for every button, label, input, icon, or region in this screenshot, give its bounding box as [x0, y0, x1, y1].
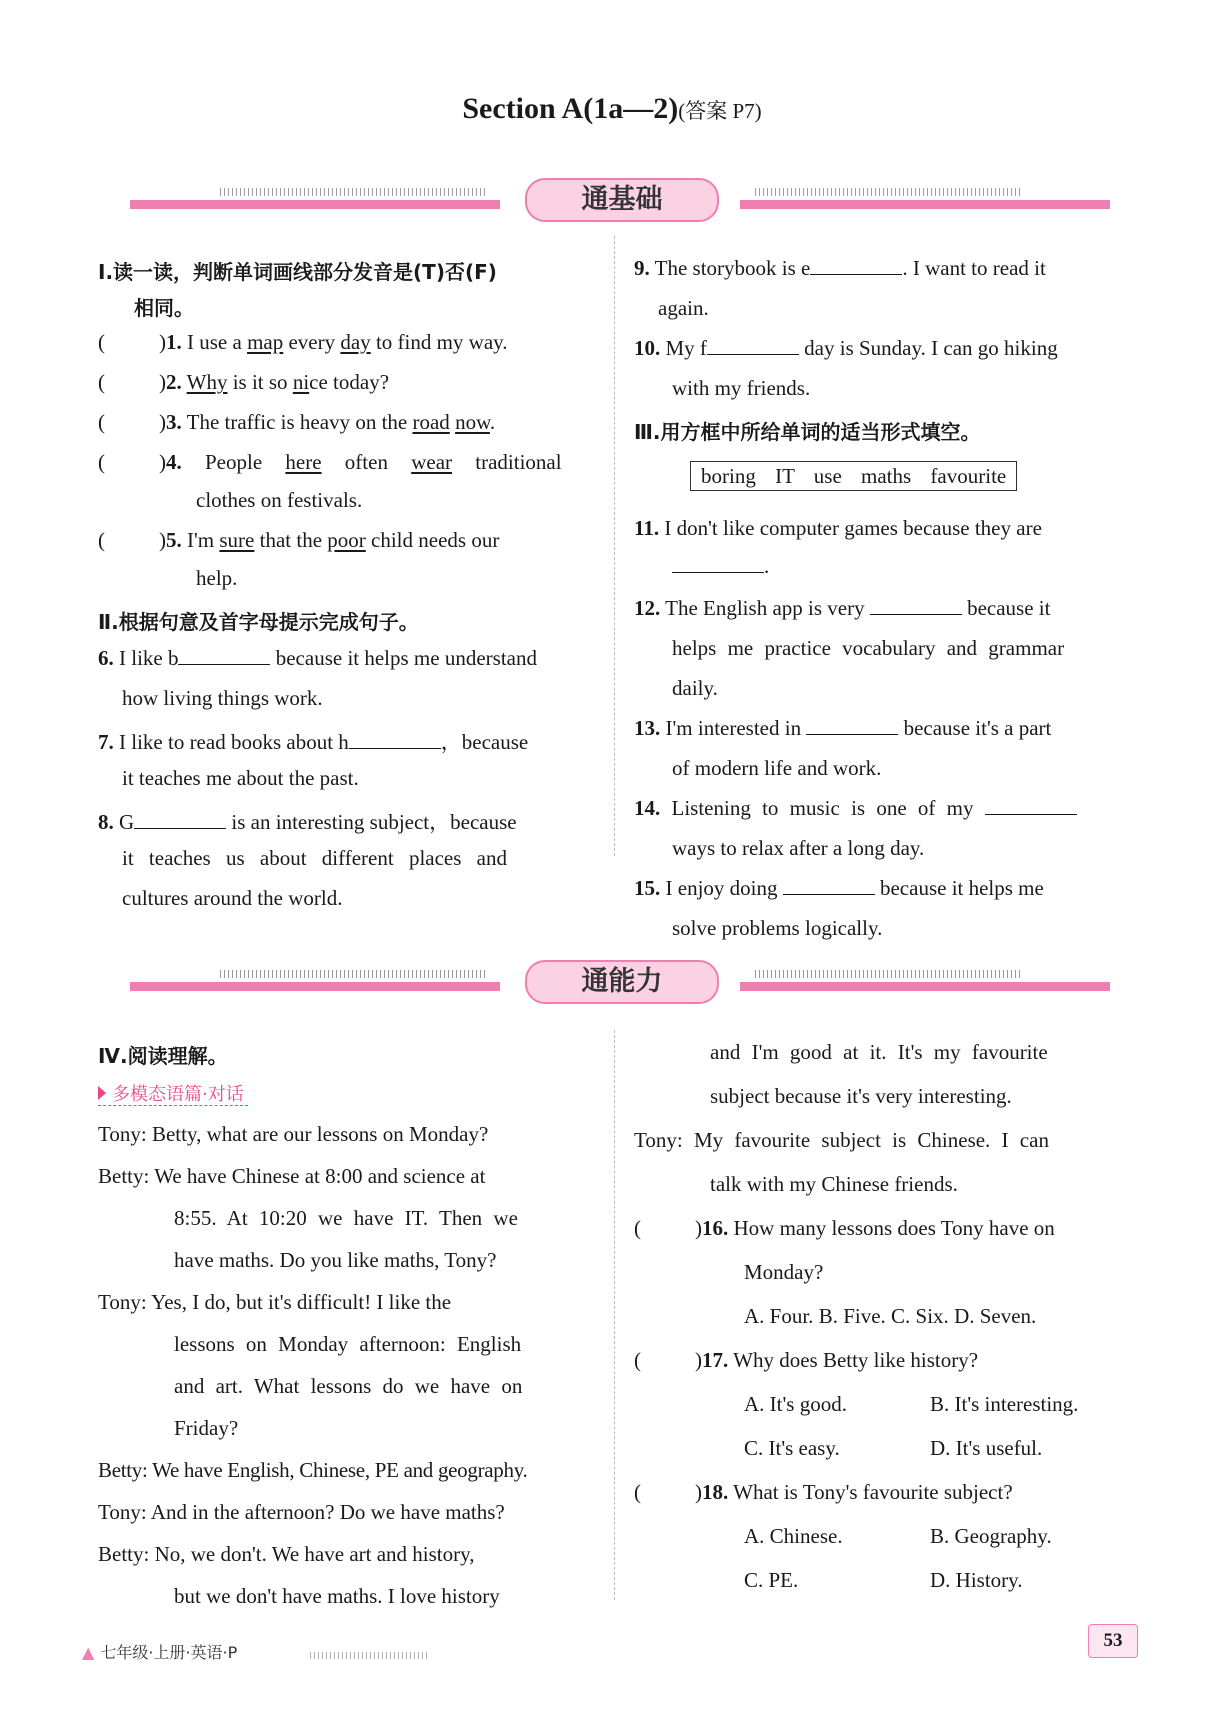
dialogue-line: subject because it's very interesting. [710, 1084, 1012, 1108]
dialogue-line: Betty: We have English, Chinese, PE and geography. [98, 1458, 528, 1482]
dialogue-line: Betty: No, we don't. We have art and history, [98, 1542, 475, 1566]
question-7: 7. I like to read books about h ，because [98, 730, 529, 754]
question-12-cont: helps me practice vocabulary and grammar [672, 636, 1065, 660]
question-16-cont: Monday? [744, 1260, 824, 1284]
option[interactable]: C. It's easy. [744, 1436, 840, 1460]
page-number: 53 [1088, 1624, 1138, 1658]
question-16-options [744, 1304, 1036, 1329]
question-3: ( )3. The traffic is heavy on the road now. [98, 410, 496, 434]
question-9: 9. The storybook is e . I want to read it [634, 256, 1046, 280]
option[interactable]: A. Four. [744, 1304, 814, 1328]
option[interactable]: D. It's useful. [930, 1436, 1043, 1460]
dialogue-line: Betty: We have Chinese at 8:00 and science at [98, 1164, 486, 1188]
dialogue-line: Tony: My favourite subject is Chinese. I can [634, 1128, 1049, 1152]
question-14: 14. Listening to music is one of my [634, 796, 1077, 821]
question-10-cont: with my friends. [672, 376, 811, 400]
option[interactable]: A. It's good. [744, 1392, 847, 1416]
question-13-cont: of modern life and work. [672, 756, 882, 780]
question-10: 10. My f day is Sunday. I can go hiking [634, 336, 1058, 360]
banner-basic-label: 通基础 [525, 178, 719, 222]
question-17: ( )17. Why does Betty like history? [634, 1348, 979, 1372]
option[interactable]: B. It's interesting. [930, 1392, 1079, 1416]
part1-heading-cont: 相同。 [134, 296, 194, 320]
answer-blank[interactable] [870, 596, 962, 615]
option[interactable]: D. History. [930, 1568, 1023, 1592]
banner-ability-label: 通能力 [525, 960, 719, 1004]
footer-decoration [310, 1652, 430, 1659]
question-2: ( )2. Why is it so nice today? [98, 370, 390, 394]
dialogue-line: Friday? [174, 1416, 239, 1440]
banner-basic [130, 178, 1110, 220]
question-13: 13. I'm interested in because it's a part [634, 716, 1052, 740]
question-18: ( )18. What is Tony's favourite subject? [634, 1480, 1013, 1504]
option[interactable]: A. Chinese. [744, 1524, 843, 1548]
question-8: 8. G is an interesting subject，because [98, 810, 517, 834]
question-6-cont: how living things work. [122, 686, 323, 710]
question-11: 11. I don't like computer games because they are [634, 516, 1042, 540]
part2-heading: Ⅱ.根据句意及首字母提示完成句子。 [98, 610, 419, 634]
dialogue-line: Tony: Yes, I do, but it's difficult! I like the [98, 1290, 452, 1314]
section-title: Section A(1a—2) [462, 92, 679, 125]
banner-ability [130, 960, 1110, 1002]
dialogue-line: Tony: And in the afternoon? Do we have maths? [98, 1500, 505, 1524]
question-5: ( )5. I'm sure that the poor child needs our [98, 528, 500, 552]
answer-blank[interactable] [985, 796, 1077, 815]
dialogue-line: and art. What lessons do we have on [174, 1374, 523, 1398]
footer-book: ▲ 七年级·上册·英语·P [82, 1643, 238, 1662]
dialogue-line: and I'm good at it. It's my favourite [710, 1040, 1048, 1064]
question-12: 12. The English app is very because it [634, 596, 1051, 620]
option[interactable]: B. Geography. [930, 1524, 1052, 1548]
answer-blank[interactable] [810, 256, 902, 275]
part3-heading: Ⅲ.用方框中所给单词的适当形式填空。 [634, 420, 981, 444]
answer-blank[interactable] [178, 646, 270, 665]
answer-blank[interactable] [134, 810, 226, 829]
dialogue-tag: 多模态语篇·对话 [98, 1080, 248, 1106]
answer-blank[interactable] [783, 876, 875, 895]
question-1: ( )1. I use a map every day to find my way. [98, 330, 508, 354]
dialogue-line: have maths. Do you like maths, Tony? [174, 1248, 497, 1272]
question-7-cont: it teaches me about the past. [122, 766, 359, 790]
dialogue-line: but we don't have maths. I love history [174, 1584, 500, 1608]
dialogue-line: lessons on Monday afternoon: English [174, 1332, 522, 1356]
question-4-cont: clothes on festivals. [196, 488, 363, 512]
option[interactable]: C. PE. [744, 1568, 799, 1592]
option[interactable]: D. Seven. [954, 1304, 1037, 1328]
answer-blank[interactable] [707, 336, 799, 355]
question-5-cont: help. [196, 566, 238, 590]
word-box: boring IT use maths favourite [690, 464, 1017, 489]
question-8-cont: it teaches us about different places and [122, 846, 507, 870]
question-11-cont: . [672, 554, 769, 579]
column-divider [614, 236, 615, 856]
dialogue-line: talk with my Chinese friends. [710, 1172, 958, 1196]
question-14-cont: ways to relax after a long day. [672, 836, 925, 860]
dialogue-line: Tony: Betty, what are our lessons on Monday? [98, 1122, 489, 1146]
answer-blank[interactable] [806, 716, 898, 735]
question-9-cont: again. [658, 296, 709, 320]
option[interactable]: B. Five. [818, 1304, 886, 1328]
question-16: ( )16. How many lessons does Tony have on [634, 1216, 1055, 1240]
part4-heading: Ⅳ.阅读理解。 [98, 1044, 228, 1068]
page-title [0, 92, 1224, 126]
question-6: 6. I like b because it helps me understand [98, 646, 537, 670]
question-15: 15. I enjoy doing because it helps me [634, 876, 1044, 900]
answer-reference: (答案 P7) [678, 99, 762, 123]
answer-blank[interactable] [349, 730, 441, 749]
dialogue-line: 8:55. At 10:20 we have IT. Then we [174, 1206, 518, 1230]
column-divider [614, 1030, 615, 1600]
question-15-cont: solve problems logically. [672, 916, 883, 940]
question-12-cont2: daily. [672, 676, 718, 700]
answer-blank[interactable] [672, 554, 764, 573]
option[interactable]: C. Six. [891, 1304, 949, 1328]
part1-heading: Ⅰ.读一读，判断单词画线部分发音是(T)否(F) [98, 260, 497, 284]
question-8-cont2: cultures around the world. [122, 886, 343, 910]
tree-icon: ▲ [82, 1643, 95, 1662]
question-4: ( )4. People here often wear traditional [98, 450, 562, 474]
